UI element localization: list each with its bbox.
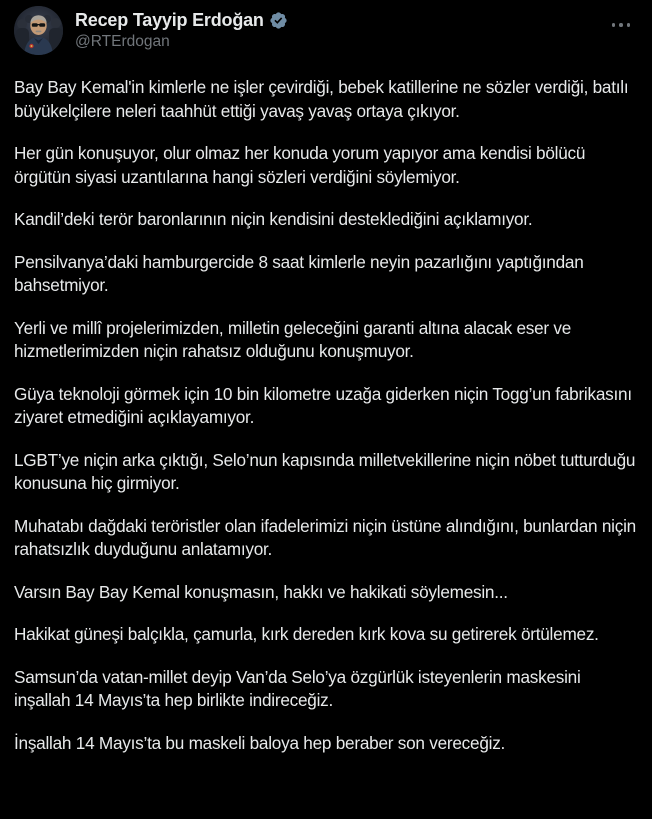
- author-block: [75, 6, 288, 52]
- author-handle[interactable]: @RTErdogan: [75, 33, 170, 50]
- tweet-paragraph: Yerli ve millî projelerimizden, milletin geleceğini garanti altına alacak eser ve hizmetlerimizden niçin rahatsız olduğunu konuşmuyor.: [14, 317, 572, 361]
- tweet-paragraph: Güya teknoloji görmek için 10 bin kilometre uzağa giderken niçin Togg’un fabrikasını ziyaret etmediğini açıklayamıyor.: [14, 383, 632, 427]
- verified-badge-icon: [269, 11, 288, 30]
- more-dot: [612, 23, 616, 27]
- tweet-paragraph: Bay Bay Kemal'in kimlerle ne işler çevirdiği, bebek katillerine ne sözler verdiği, batılı büyükelçilere neleri taahhüt ettiği yavaş yavaş ortaya çıkıyor.: [14, 77, 629, 121]
- tweet-paragraph: Varsın Bay Bay Kemal konuşmasın, hakkı ve hakikati söylemesin...: [14, 581, 508, 602]
- tweet-paragraph: Pensilvanya’daki hamburgercide 8 saat kimlerle neyin pazarlığını yaptığından bahsetmiyor.: [14, 251, 584, 295]
- avatar[interactable]: [14, 6, 63, 55]
- more-dot: [619, 23, 623, 27]
- more-menu-icon[interactable]: [608, 14, 634, 36]
- tweet-paragraph: Samsun’da vatan-millet deyip Van’da Selo’ya özgürlük isteyenlerin maskesini inşallah 14 Mayıs’ta hep birlikte indireceğiz.: [14, 666, 581, 710]
- profile-photo-illustration: [14, 6, 63, 55]
- more-dot: [627, 23, 631, 27]
- author-name[interactable]: Recep Tayyip Erdoğan: [75, 10, 264, 30]
- tweet-paragraph: İnşallah 14 Mayıs’ta bu maskeli baloya hep beraber son vereceğiz.: [14, 732, 506, 753]
- tweet-header: [14, 6, 638, 55]
- tweet-paragraph: Hakikat güneşi balçıkla, çamurla, kırk dereden kırk kova su getirerek örtülemez.: [14, 624, 599, 644]
- tweet-paragraph: Muhatabı dağdaki teröristler olan ifadelerimizi niçin üstüne alındığını, bunlardan niçin rahatsızlık duyduğunu anlatamıyor.: [14, 515, 636, 559]
- author-name-row: [75, 9, 288, 31]
- tweet-text: [14, 76, 638, 755]
- tweet-paragraph: LGBT’ye niçin arka çıktığı, Selo’nun kapısında milletvekillerine niçin nöbet tutturduğu konusuna hiç girmiyor.: [14, 449, 636, 493]
- tweet-paragraph: Kandil’deki terör baronlarının niçin kendisini desteklediğini açıklamıyor.: [14, 209, 533, 229]
- tweet-paragraph: Her gün konuşuyor, olur olmaz her konuda yorum yapıyor ama kendisi bölücü örgütün siyasi uzantılarına hangi sözleri verdiğini söylemiyor.: [14, 143, 586, 187]
